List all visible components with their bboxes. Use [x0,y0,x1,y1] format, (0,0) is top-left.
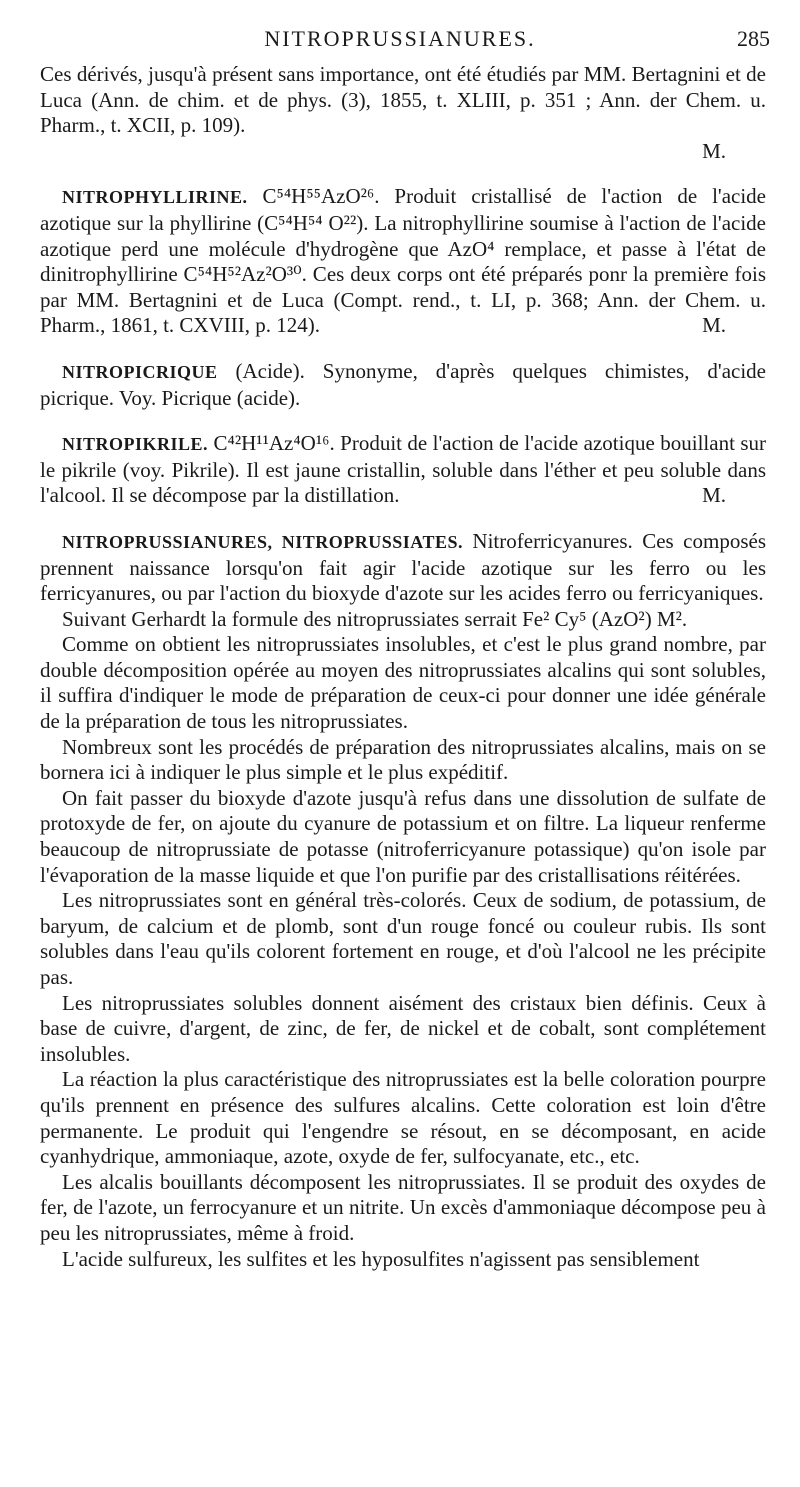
entry-headword: NITROPRUSSIANURES, NITROPRUSSIATES. [62,531,463,552]
page-number: 285 [737,26,770,51]
entry-nitropikrile [40,431,766,509]
entry-body: Nitroferricyanures. Ces composés prennent naissance lorsqu'on fait agir l'acide azotique sur les ferro ou les ferricyanures, ou par l'action du bioxyde d'azote sur les acides ferro ou ferricyaniques. [40,528,766,606]
page-header [0,26,800,60]
entry-continuation [40,62,766,164]
entry-headword: NITROPIKRILE. [62,434,209,455]
author-signature: M. [702,483,726,508]
paragraph: Nombreux sont les procédés de préparation des nitroprussiates alcalins, mais on se bornera ici à indiquer le plus simple et le plus expéditif. [40,734,766,785]
paragraph: Les nitroprussiates solubles donnent aisément des cristaux bien définis. Ceux à base de cuivre, d'argent, de zinc, de fer, de nickel et de cobalt, sont complétement insolubles. [40,990,766,1066]
entry-nitrophyllirine [40,184,766,339]
entry-body: C⁵⁴H⁵⁵AzO²⁶. Produit cristallisé de l'action de l'acide azotique sur la phyllirine (C⁵⁴H⁵⁴ O²²). La nitrophyllirine soumise à l'action de l'acide azotique perd une molécule d'hydrogène que AzO⁴ remplace, et passe à l'état de dinitrophyllirine C⁵⁴H⁵²Az²O³⁰. Ces deux corps ont été préparés ponr la première fois par MM. Bertagnini et de Luca (Compt. rend., t. LI, p. 368; Ann. der Chem. u. Pharm., 1861, t. CXVIII, p. 124). [40,184,767,338]
entry-body: Ces dérivés, jusqu'à présent sans importance, ont été étudiés par MM. Bertagnini et de Luca (Ann. de chim. et de phys. (3), 1855, t. XLIII, p. 351 ; Ann. der Chem. u. Pharm., t. XCII, p. 109). [40,62,766,138]
entry-body: C⁴²H¹¹Az⁴O¹⁶. Produit de l'action de l'acide azotique bouillant sur le pikrile (voy. Pikrile). Il est jaune cristallin, soluble dans l'éther et peu soluble dans l'alcool. Il se décompose par la distillation. [40,431,767,508]
paragraph: Les alcalis bouillants décomposent les nitroprussiates. Il se produit des oxydes de fer, de l'azote, un ferrocyanure et un nitrite. Un excès d'ammoniaque décompose peu à peu les nitroprussiates, même à froid. [40,1169,766,1245]
author-signature: M. [702,313,726,338]
entry-body: (Acide). Synonyme, d'après quelques chimistes, d'acide picrique. Voy. Picrique (acide). [40,358,766,410]
running-title: NITROPRUSSIANURES. [264,26,536,51]
entry-nitropicrique [40,359,766,411]
page-text [40,62,766,1272]
paragraph: Les nitroprussiates sont en général très-colorés. Ceux de sodium, de potassium, de baryum, de calcium et de plomb, sont d'un rouge foncé ou couleur rubis. Ils sont solubles dans l'eau qu'ils colorent fortement en rouge, et d'où l'alcool ne les précipite pas. [40,888,766,989]
paragraph: L'acide sulfureux, les sulfites et les hyposulfites n'agissent pas sensiblement [62,1246,700,1271]
paragraph: La réaction la plus caractéristique des nitroprussiates est la belle coloration pourpre qu'ils prennent en présence des sulfures alcalins. Cette coloration est loin d'être permanente. Le produit qui l'engendre se résout, en se décomposant, en acide cyanhydrique, ammoniaque, azote, oxyde de fer, sulfocyanate, etc., etc. [40,1067,766,1169]
paragraph: On fait passer du bioxyde d'azote jusqu'à refus dans une dissolution de sulfate de protoxyde de fer, on ajoute du cyanure de potassium et on filtre. La liqueur renferme beaucoup de nitroprussiate de potasse (nitroferricyanure potassique) qu'on isole par l'évaporation de la masse liquide et que l'on purifie par des cristallisations réitérées. [40,785,766,887]
author-signature: M. [702,138,726,163]
entry-nitroprussianures [40,529,766,1272]
paragraph: Comme on obtient les nitroprussiates insolubles, et c'est le plus grand nombre, par double décomposition opérée au moyen des nitroprussiates alcalins qui sont solubles, il suffira d'indiquer le mode de préparation de ceux-ci pour donner une idée générale de la préparation de tous les nitroprussiates. [40,632,766,734]
paragraph: Suivant Gerhardt la formule des nitroprussiates serrait Fe² Cy⁵ (AzO²) M². [62,606,688,631]
entry-headword: NITROPHYLLIRINE. [62,187,248,208]
entry-headword: NITROPICRIQUE [62,361,218,382]
